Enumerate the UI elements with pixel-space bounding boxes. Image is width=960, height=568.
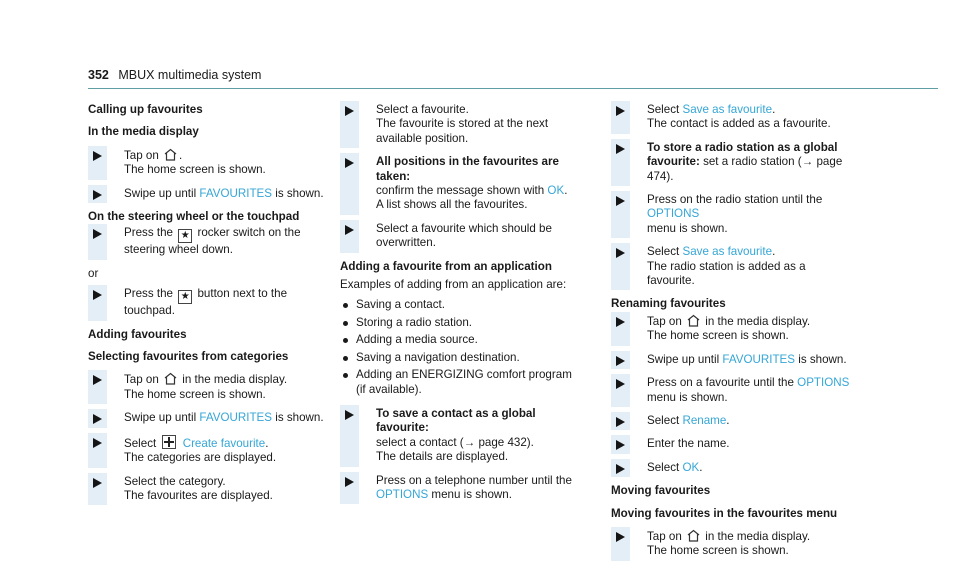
step-text: confirm the message shown with [376, 184, 545, 198]
step-text: Select [124, 436, 157, 450]
step-arrow-icon [93, 190, 102, 200]
step-result: The details are displayed. [376, 450, 509, 464]
list-item: Adding an ENERGIZING comfort program (if available). [340, 368, 580, 397]
column-3 [611, 103, 851, 568]
list-item: Saving a contact. [340, 298, 580, 312]
step-text: . [265, 436, 269, 450]
step [611, 245, 851, 288]
step [611, 141, 851, 184]
step-arrow-icon [345, 477, 354, 487]
step-result: The home screen is shown. [124, 387, 266, 401]
create-favourite-label: Create favourite [182, 436, 266, 450]
step-text: Swipe up until [124, 186, 197, 200]
heading-moving-in-menu: Moving favourites in the favourites menu [611, 506, 838, 520]
header-divider [88, 88, 938, 89]
heading-steering-wheel: On the steering wheel or the touchpad [88, 210, 300, 224]
step-text: Swipe up until [124, 411, 197, 425]
list-item: Adding a media source. [340, 333, 580, 347]
step-arrow-icon [616, 417, 625, 427]
step-text: button next to the touchpad. [124, 287, 288, 318]
step-arrow-icon [345, 410, 354, 420]
plus-icon [162, 435, 176, 449]
step-result: The favourite is stored at the next available position. [376, 117, 549, 145]
step-text: Select a favourite. [376, 103, 469, 116]
step [88, 226, 328, 257]
step [88, 287, 328, 318]
step [88, 372, 328, 402]
home-icon [164, 148, 177, 161]
step-result: The home screen is shown. [124, 163, 266, 177]
step-text: . [699, 460, 703, 474]
star-icon: ★ [178, 229, 192, 243]
step-arrow-icon [616, 464, 625, 474]
step-text: Select [647, 413, 680, 427]
step-result: The home screen is shown. [647, 329, 789, 343]
step-arrow-icon [616, 144, 625, 154]
options-label: OPTIONS [376, 487, 429, 501]
step-text: menu is shown. [647, 390, 728, 404]
page-number: 352 [88, 68, 109, 82]
step-text: in the media display. [705, 529, 811, 543]
step-text: Swipe up until [647, 352, 720, 366]
step-text: Tap on [647, 314, 682, 328]
step-arrow-icon [345, 225, 354, 235]
step [611, 103, 851, 132]
step-text: Tap on [647, 529, 682, 543]
step-text: . [564, 184, 568, 198]
heading-moving-favourites: Moving favourites [611, 484, 711, 498]
column-2 [340, 103, 580, 511]
step-text: Select a favourite which should be overwritten. [376, 221, 552, 250]
step-text: in the media display. [182, 373, 288, 387]
step-arrow-icon [616, 532, 625, 542]
or-text: or [88, 266, 99, 280]
step [611, 437, 851, 451]
options-label: OPTIONS [797, 376, 850, 390]
step-arrow-icon [616, 248, 625, 258]
step-text: is shown. [275, 186, 324, 200]
step-arrow-icon [93, 438, 102, 448]
step-condition: All positions in the favourites are taken: [376, 155, 559, 183]
step [611, 461, 851, 475]
step [611, 314, 851, 344]
step [88, 148, 328, 178]
home-icon [687, 314, 700, 327]
step [88, 475, 328, 504]
step-text: in the media display. [705, 314, 811, 328]
step [611, 353, 851, 367]
favourites-label: FAVOURITES [199, 186, 273, 200]
save-as-favourite-label: Save as favourite [682, 103, 773, 116]
step-text: Select [647, 245, 680, 259]
page-header [88, 68, 261, 82]
step-result: The categories are displayed. [124, 451, 277, 465]
step [340, 155, 580, 213]
step-text: menu is shown. [431, 487, 512, 501]
step-text: . [726, 413, 730, 427]
list-item: Saving a navigation destination. [340, 351, 580, 365]
examples-list [340, 298, 580, 396]
list-item: Storing a radio station. [340, 316, 580, 330]
step-text: Tap on [124, 148, 159, 162]
step-arrow-icon [345, 106, 354, 116]
step-text: is shown. [798, 352, 847, 366]
step-text: select a contact (→ page 432). [376, 435, 534, 449]
header-title: MBUX multimedia system [118, 68, 262, 82]
step-text: Press the [124, 226, 173, 240]
step [611, 193, 851, 236]
step [88, 411, 328, 425]
heading-calling-up-favourites: Calling up favourites [88, 103, 203, 116]
step-text: set a radio station (→ page 474). [647, 155, 843, 183]
step-text: . [772, 103, 776, 116]
heading-adding-favourites: Adding favourites [88, 327, 187, 341]
step-arrow-icon [616, 317, 625, 327]
step-arrow-icon [616, 356, 625, 366]
examples-intro: Examples of adding from an application are: [340, 278, 567, 292]
step [88, 435, 328, 466]
step-result: The home screen is shown. [647, 544, 789, 558]
step-text: Press on a telephone number until the [376, 473, 572, 487]
step-arrow-icon [616, 379, 625, 389]
step-result: The radio station is added as a favourite. [647, 259, 806, 288]
step-arrow-icon [93, 414, 102, 424]
ok-label: OK [682, 460, 700, 474]
step-text: is shown. [275, 411, 324, 425]
step-text: Tap on [124, 373, 159, 387]
step-text: menu is shown. [647, 221, 728, 235]
options-label: OPTIONS [647, 207, 700, 221]
step-text: Press on the radio station until the [647, 193, 823, 207]
heading-selecting-favourites: Selecting favourites from categories [88, 350, 289, 364]
rename-label: Rename [682, 413, 727, 427]
step-arrow-icon [93, 229, 102, 239]
step-arrow-icon [93, 290, 102, 300]
ok-label: OK [547, 184, 565, 198]
home-icon [687, 529, 700, 542]
save-as-favourite-label: Save as favourite [682, 245, 773, 259]
step-text: Enter the name. [647, 437, 730, 451]
star-icon: ★ [178, 290, 192, 304]
step-text: Select [647, 103, 680, 116]
step-text: Select the category. [124, 474, 226, 488]
step [611, 529, 851, 559]
step-arrow-icon [616, 440, 625, 450]
step [340, 222, 580, 251]
step-text: Press the [124, 287, 173, 301]
step-condition: To store a radio station as a global favourite: [647, 140, 838, 169]
step-result: The contact is added as a favourite. [647, 117, 831, 131]
step-arrow-icon [93, 478, 102, 488]
step-condition: To save a contact as a global favourite: [376, 406, 536, 435]
column-1 [88, 103, 328, 512]
step [340, 407, 580, 465]
step [340, 474, 580, 503]
heading-adding-from-application: Adding a favourite from an application [340, 259, 552, 273]
step [340, 103, 580, 146]
step [88, 187, 328, 201]
step-arrow-icon [345, 158, 354, 168]
step-result: The favourites are displayed. [124, 488, 273, 502]
step-arrow-icon [93, 375, 102, 385]
step-text: . [179, 148, 183, 162]
heading-renaming-favourites: Renaming favourites [611, 297, 726, 311]
step-text: Press on a favourite until the [647, 376, 794, 390]
step-text: Select [647, 460, 680, 474]
heading-media-display: In the media display [88, 125, 199, 139]
favourites-label: FAVOURITES [199, 411, 273, 425]
step-text: . [772, 245, 776, 259]
step [611, 414, 851, 428]
home-icon [164, 372, 177, 385]
step-arrow-icon [616, 106, 625, 116]
favourites-label: FAVOURITES [722, 352, 796, 366]
step-arrow-icon [616, 196, 625, 206]
step [611, 376, 851, 405]
step-arrow-icon [93, 151, 102, 161]
step-result: A list shows all the favourites. [376, 198, 528, 212]
step-text: rocker switch on the steering wheel down. [124, 226, 301, 257]
